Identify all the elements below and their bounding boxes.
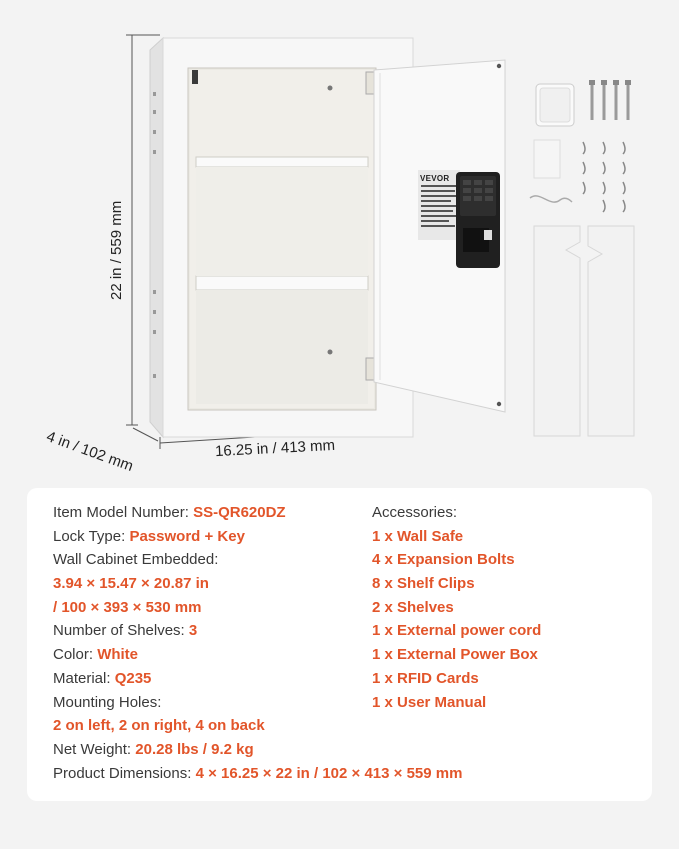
accessories-illustration bbox=[530, 80, 634, 436]
accessory-item: 1 x External Power Box bbox=[372, 646, 538, 664]
accessory-item: 4 x Expansion Bolts bbox=[372, 551, 515, 569]
spec-weight: Net Weight: 20.28 lbs / 9.2 kg bbox=[53, 740, 254, 758]
spec-embedded-label: Wall Cabinet Embedded: bbox=[53, 551, 219, 569]
width-dimension-label: 16.25 in / 413 mm bbox=[214, 436, 336, 461]
spec-lock-type: Lock Type: Password + Key bbox=[53, 527, 245, 545]
accessory-item: 8 x Shelf Clips bbox=[372, 575, 475, 593]
accessories-column bbox=[372, 501, 642, 714]
spec-model: Item Model Number: SS-QR620DZ bbox=[53, 504, 286, 521]
safe-door bbox=[374, 60, 505, 412]
accessory-item: 1 x Wall Safe bbox=[372, 527, 464, 545]
power-cord bbox=[530, 196, 572, 202]
depth-dimension-label: 4 in / 102 mm bbox=[44, 428, 136, 476]
accessory-item: 1 x External power cord bbox=[372, 622, 542, 640]
shelf-panels bbox=[534, 226, 634, 436]
rfid-card bbox=[534, 140, 560, 178]
spec-holes-label: Mounting Holes: bbox=[53, 693, 162, 711]
spec-holes-value: 2 on left, 2 on right, 4 on back bbox=[53, 717, 265, 735]
accessory-item: 1 x User Manual bbox=[372, 693, 487, 711]
accessory-item: 2 x Shelves bbox=[372, 598, 454, 616]
expansion-bolts bbox=[592, 82, 628, 120]
spec-shelves: Number of Shelves: 3 bbox=[53, 622, 198, 640]
spec-material: Material: Q235 bbox=[53, 669, 152, 687]
shelf-clips bbox=[583, 142, 625, 212]
accessory-item: 1 x RFID Cards bbox=[372, 669, 479, 687]
height-dimension-label: 22 in / 559 mm bbox=[108, 200, 125, 300]
spec-embedded-in: 3.94 × 15.47 × 20.87 in bbox=[53, 575, 209, 593]
accessories-title: Accessories: bbox=[372, 504, 458, 521]
specs-card bbox=[27, 488, 652, 801]
brand-logo: VEVOR bbox=[420, 174, 450, 183]
spec-dimensions: Product Dimensions: 4 × 16.25 × 22 in / 102 × 413 × 559 mm bbox=[53, 764, 463, 782]
spec-embedded-mm: / 100 × 393 × 530 mm bbox=[53, 598, 202, 616]
spec-color: Color: White bbox=[53, 646, 139, 664]
model-number: SS-QR620DZ bbox=[193, 504, 286, 521]
